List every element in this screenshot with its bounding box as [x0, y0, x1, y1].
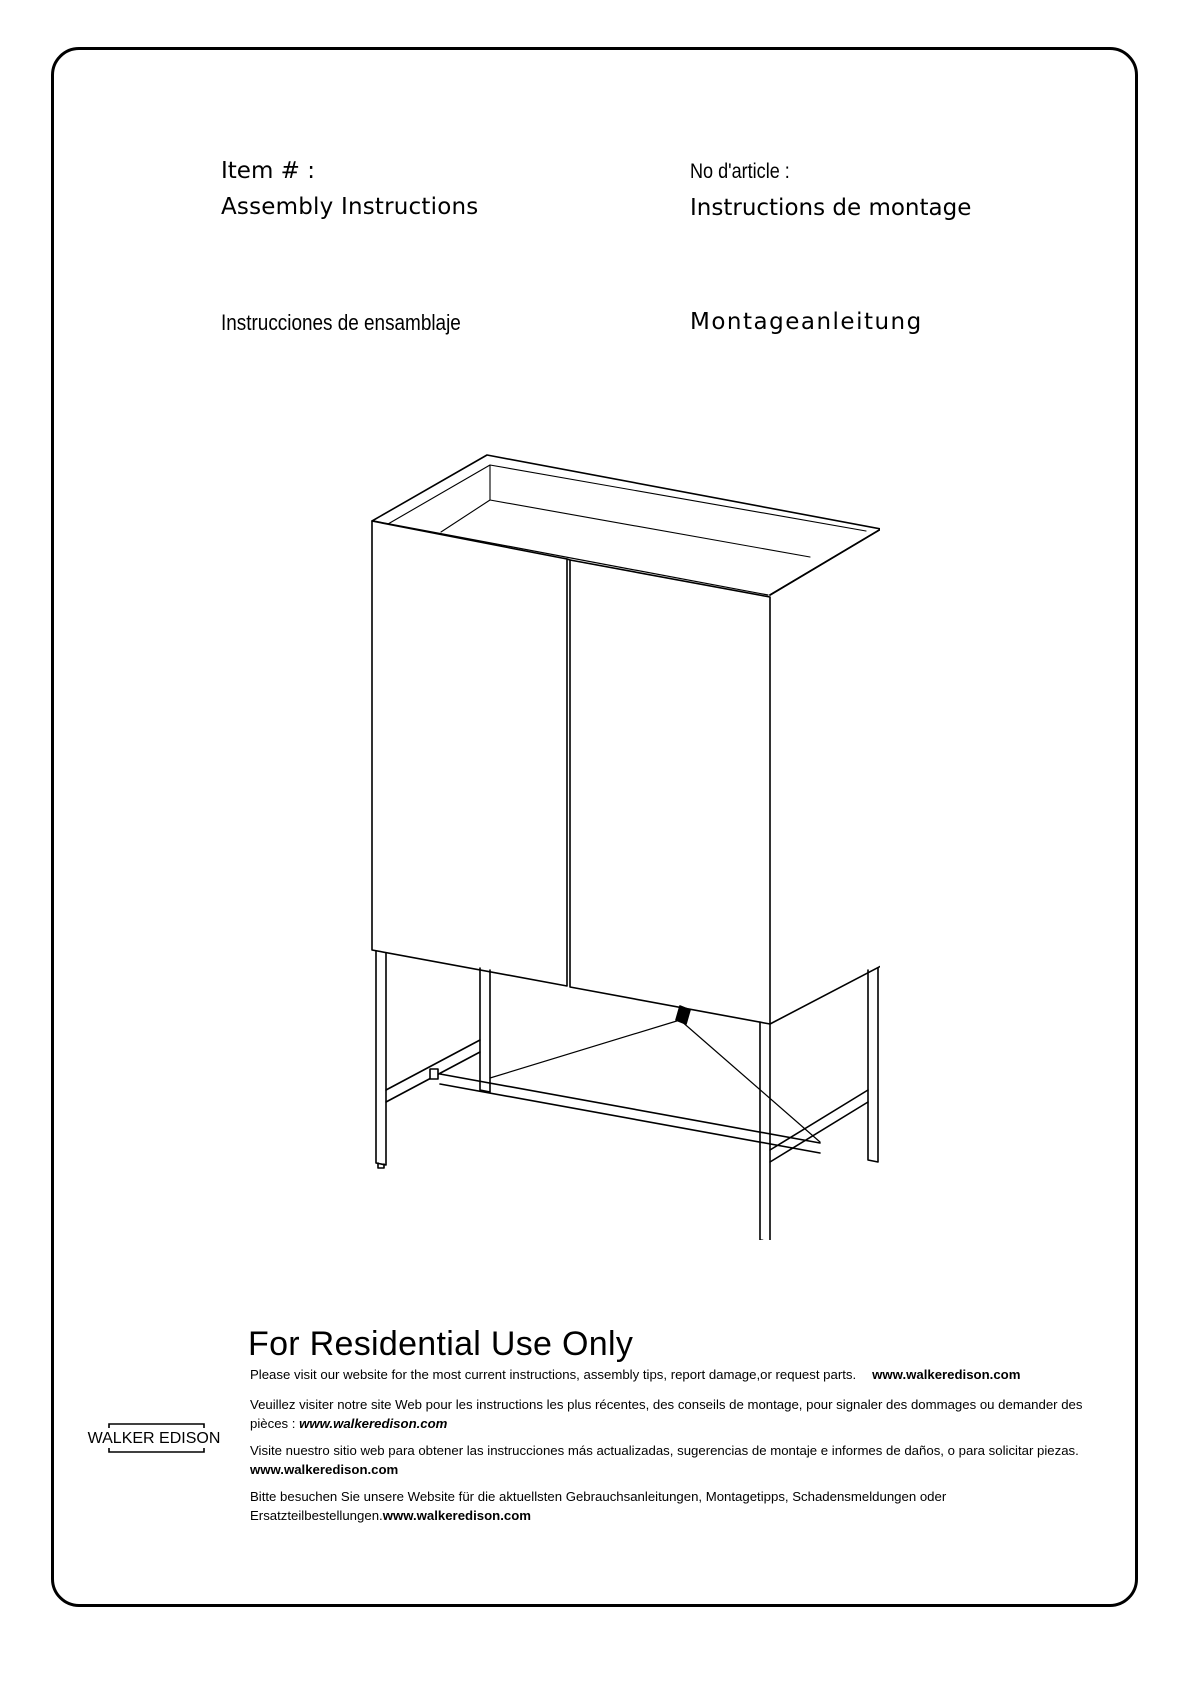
numero-article-label: No d'article :: [690, 160, 790, 183]
logo-text: WALKER EDISON: [87, 1430, 221, 1447]
visit-website-text-fr: [250, 1395, 1110, 1433]
instructions-montage-title: Instructions de montage: [690, 195, 972, 221]
website-link-fr[interactable]: www.walkeredison.com: [299, 1416, 448, 1431]
visit-website-text-en: [250, 1365, 1110, 1384]
cabinet-line-drawing: [360, 450, 880, 1240]
website-link-de[interactable]: www.walkeredison.com: [382, 1508, 531, 1523]
website-link-en[interactable]: www.walkeredison.com: [872, 1367, 1021, 1382]
visit-website-text-es: [250, 1441, 1110, 1479]
item-number-label: Item # :: [221, 158, 315, 184]
walker-edison-logo: [84, 1418, 224, 1458]
visit-text-en: Please visit our website for the most current instructions, assembly tips, report damage,or request parts.: [250, 1367, 857, 1382]
instrucciones-ensamblaje-title: Instrucciones de ensamblaje: [221, 310, 461, 335]
visit-website-text-de: [250, 1487, 1110, 1525]
residential-use-title: For Residential Use Only: [248, 1325, 634, 1363]
visit-text-fr: Veuillez visiter notre site Web pour les instructions les plus récentes, des conseils de montage, pour signaler des dommages ou demander des pièces :: [250, 1397, 1083, 1431]
visit-text-es: Visite nuestro sitio web para obtener las instrucciones más actualizadas, sugerencias de montaje e informes de daños, o para solicitar piezas.: [250, 1443, 1079, 1458]
assembly-instructions-title: Assembly Instructions: [221, 194, 479, 220]
website-link-es[interactable]: www.walkeredison.com: [250, 1462, 399, 1477]
visit-text-de: Bitte besuchen Sie unsere Website für die aktuellsten Gebrauchsanleitungen, Montagetipps, Schadensmeldungen oder Ersatzteilbestellungen.: [250, 1489, 947, 1523]
montageanleitung-title: Montageanleitung: [690, 309, 923, 335]
